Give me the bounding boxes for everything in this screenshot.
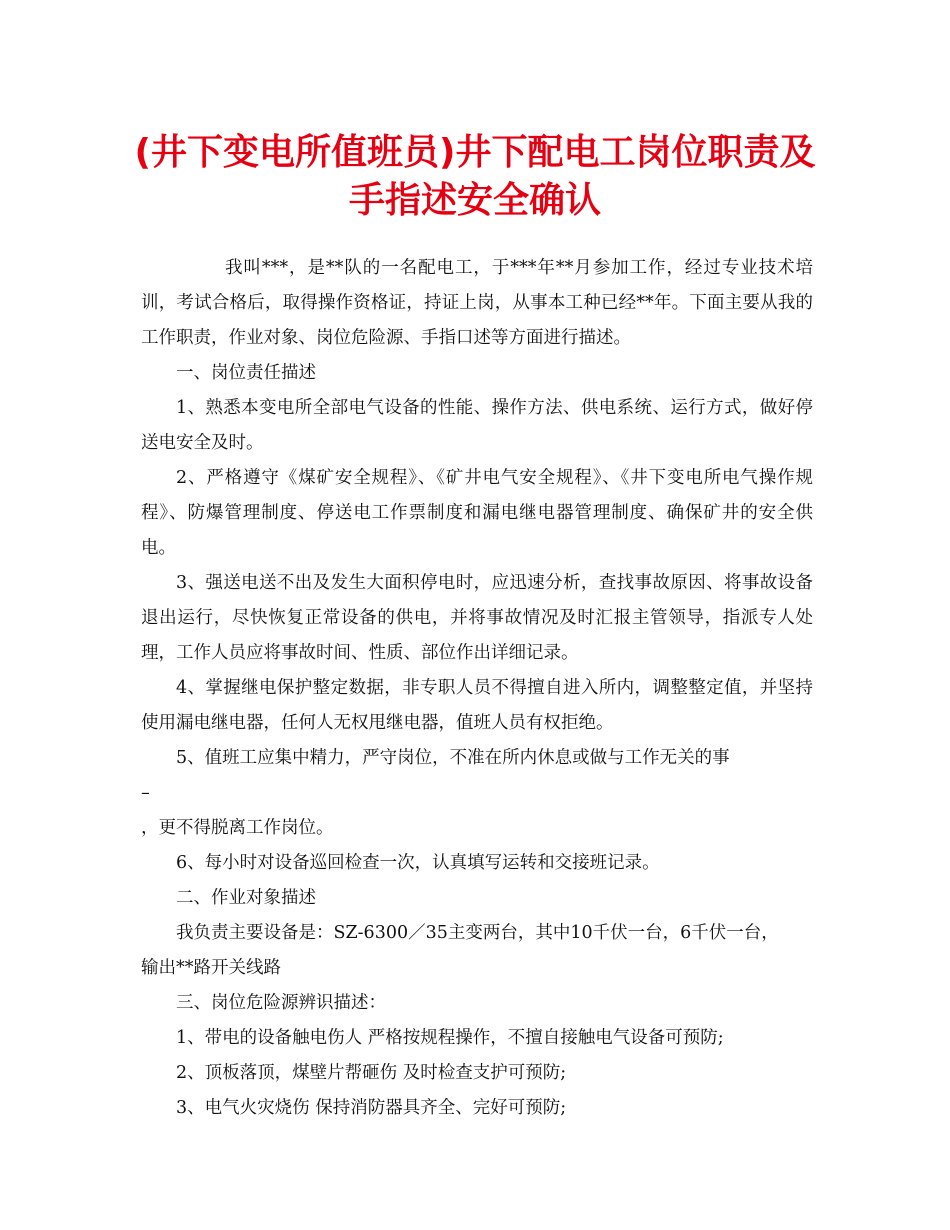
hazard-item-1: 1、带电的设备触电伤人 严格按规程操作，不擅自接触电气设备可预防; xyxy=(176,1028,724,1048)
duty-item-5: 5、值班工应集中精力，严守岗位，不准在所内休息或做与工作无关的事 xyxy=(176,748,730,768)
equipment-description: 我负责主要设备是：SZ-6300／35主变两台，其中10千伏一台，6千伏一台， xyxy=(176,923,779,943)
duty-item-2: 2、严格遵守《煤矿安全规程》、《矿井电气安全规程》、《井下变电所电气操作规程》、防爆管理制度、停送电工作票制度和漏电继电器管理制度、确保矿井的安全供电。 xyxy=(141,468,813,558)
duty-item-5-dash: – xyxy=(141,783,150,803)
duty-item-5-continued: ，更不得脱离工作岗位。 xyxy=(141,818,334,838)
duty-item-4: 4、掌握继电保护整定数据，非专职人员不得擅自进入所内，调整整定值，并坚持使用漏电继电器，任何人无权甩继电器，值班人员有权拒绝。 xyxy=(141,678,813,733)
section-heading-duties: 一、岗位责任描述 xyxy=(176,363,316,383)
document-title-line-1: (井下变电所值班员)井下配电工岗位职责及 xyxy=(134,132,816,173)
document-title-line-2: 手指述安全确认 xyxy=(348,180,601,221)
duty-item-6: 6、每小时对设备巡回检查一次，认真填写运转和交接班记录。 xyxy=(176,853,660,873)
section-heading-hazards: 三、岗位危险源辨识描述： xyxy=(176,993,386,1013)
document-body xyxy=(141,251,813,1126)
duty-item-1: 1、熟悉本变电所全部电气设备的性能、操作方法、供电系统、运行方式，做好停送电安全及时。 xyxy=(141,398,813,453)
section-heading-work-objects: 二、作业对象描述 xyxy=(176,888,316,908)
equipment-description-continued: 输出**路开关线路 xyxy=(141,958,281,978)
hazard-item-2: 2、顶板落顶，煤壁片帮砸伤 及时检查支护可预防; xyxy=(176,1063,567,1083)
intro-paragraph: 我叫***，是**队的一名配电工，于***年**月参加工作，经过专业技术培训，考试合格后，取得操作资格证，持证上岗，从事本工种已经**年。下面主要从我的工作职责，作业对象、岗位危险源、手指口述等方面进行描述。 xyxy=(141,258,813,348)
hazard-item-3: 3、电气火灾烧伤 保持消防器具齐全、完好可预防; xyxy=(176,1098,567,1118)
duty-item-3: 3、强送电送不出及发生大面积停电时，应迅速分析，查找事故原因、将事故设备退出运行，尽快恢复正常设备的供电，并将事故情况及时汇报主管领导，指派专人处理，工作人员应将事故时间、性质、部位作出详细记录。 xyxy=(141,573,813,663)
